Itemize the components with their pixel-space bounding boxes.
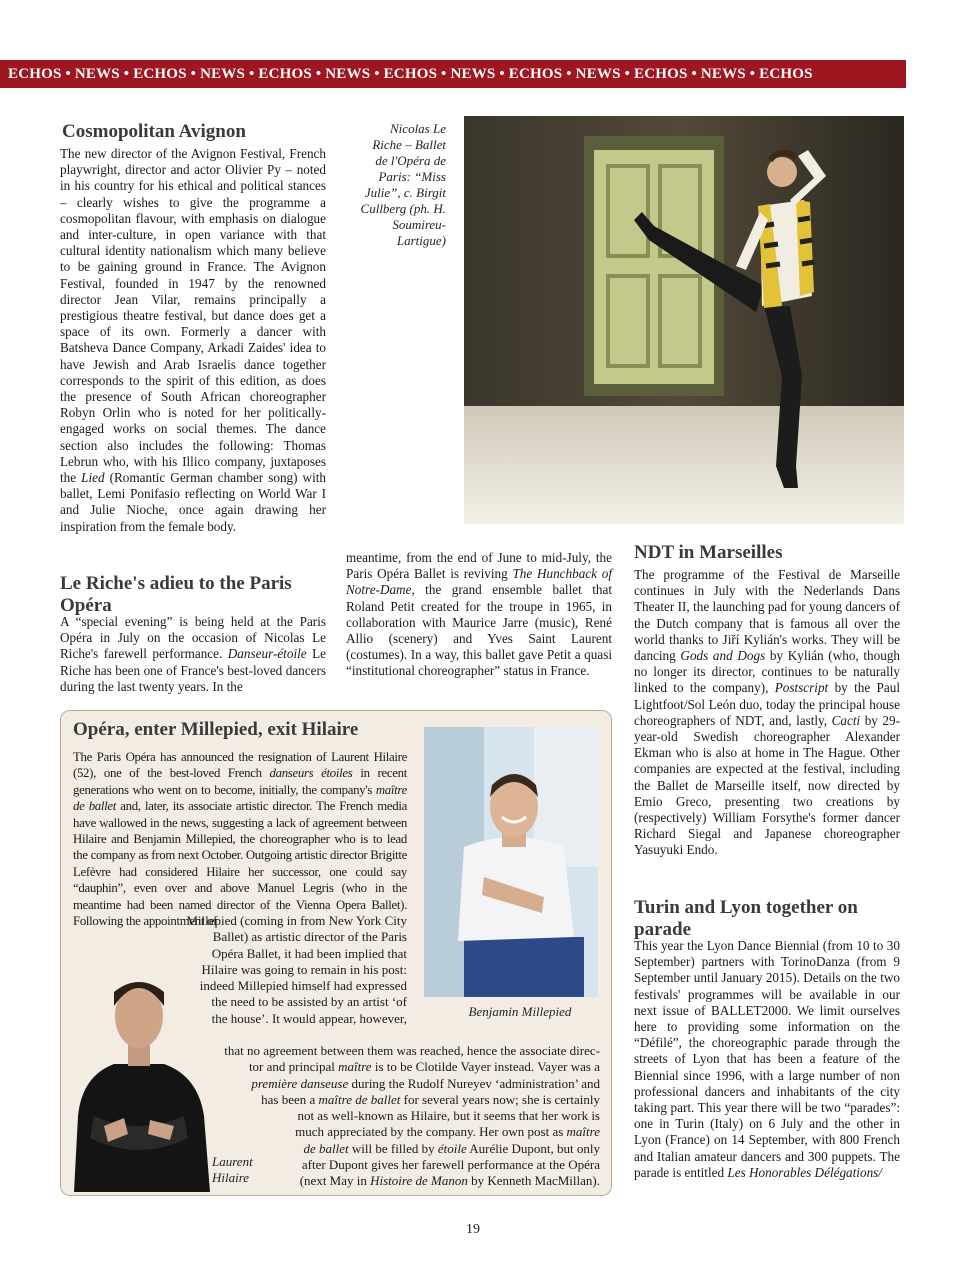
text-line: the house’. It would appear, however, xyxy=(211,1010,407,1026)
ndt-body: The programme of the Festival de Marseille continues in July with the Nederlands Dans Theater II, the launching pad for young dancers of the Dutch company that is famous all over the world thanks to Jiří Kylián's works. They will be dancing Gods and Dogs by Kylián (who, though no longer its director, continues to be naturally linked to the company), Postscript by the Paul Lightfoot/Sol León duo, today the principal house choreographers of NDT, and, lastly, Cacti by 29-year-old Swedish choreographer Alexander Ekman who is also at home in The Hague. Other companies are expected at the festival, including the Ballet de Marseille itself, now directed by Emio Greco, presenting two creations by (respectively) William Forsythe's former dancer Richard Siegal and Japanese choreographer Yasuyuki Endo. xyxy=(634,567,901,858)
text-line: de ballet will be filled by étoile Aurélie Dupont, but only xyxy=(303,1140,600,1156)
avignon-body: The new director of the Avignon Festival, French playwright, director and actor Olivier Py – noted in his country for his ethical and political stances – clearly wishes to give the programme a cosmopolitan flavour, with emphasis on dialogue and inter-culture, in open variance with that cultural identity nationalism which many believe to be gaining ground in France. The Avignon Festival, founded in 1947 by the renowned director Jean Vilar, remains principally a prestigious theatre festival, but dance does get a space of its own. Formerly a dancer with Batsheva Dance Company, Arkadi Zaides' idea to have Jewish and Arab Israelis dance together corresponds to the spirit of this edition, as does the presence of South African choreographer Robyn Orlin who is noted for her politically-engaged works on social themes. The dance section also includes the following: Thomas Lebrun who, with his Illico company, juxtaposes the Lied (Romantic German chamber song) with ballet, Lemi Ponifasio reflecting on World War I and Julie Nioche, once again drawing her inspiration from the female body. xyxy=(60,146,326,534)
turin-heading: Turin and Lyon together on parade xyxy=(634,897,858,940)
hunchback-body: meantime, from the end of June to mid-July, the Paris Opéra Ballet is reviving The Hunchback of Notre-Dame, the grand ensemble ballet that Roland Petit created for the troupe in 1965, in collaboration with Maurice Jarre (music), René Allio (scenery) and Yves Saint Laurent (costumes). In a way, this ballet gave Petit a quasi “institutional choreographer” status in France. xyxy=(346,550,613,679)
text-line: much appreciated by the company. Her own post as maître xyxy=(295,1124,600,1140)
page-number: 19 xyxy=(466,1222,480,1237)
photo-caption-millepied: Benjamin Millepied xyxy=(468,1004,572,1019)
text-line: Millepied (coming in from New York City xyxy=(186,913,407,928)
photo-caption-hilaire xyxy=(212,1154,262,1186)
text-line: the need to be assisted by an artist ‘of xyxy=(211,994,407,1010)
text-line: after Dupont gives her farewell performance at the Opéra xyxy=(301,1157,600,1173)
text-line: indeed Millepied himself had expressed xyxy=(199,978,407,994)
caption-line: Hilaire xyxy=(212,1170,250,1185)
text-line: première danseuse during the Rudolf Nureyev ‘administration’ and xyxy=(251,1075,600,1091)
leriche-heading: Le Riche's adieu to the Paris Opéra xyxy=(60,573,292,616)
photo-nicolas-le-riche xyxy=(464,116,904,524)
text-line: Hilaire was going to remain in his post: xyxy=(201,961,407,977)
ndt-heading: NDT in Marseilles xyxy=(634,542,783,563)
text-line: not as well-known as Hilaire, but it seems that her work is xyxy=(297,1108,600,1124)
photo-laurent-hilaire xyxy=(64,966,214,1192)
leriche-body: A “special evening” is being held at the Paris Opéra in July on the occasion of Nicolas Le Riche's farewell performance. Danseur-étoile Le Riche has been one of France's best-loved dancers during the last twenty years. In the xyxy=(60,614,326,694)
text-line: has been a maître de ballet for several years now; she is certainly xyxy=(261,1091,600,1107)
text-line: Opéra Ballet, it had been implied that xyxy=(211,945,407,961)
text-line: that no agreement between them was reached, hence the associate direc- xyxy=(224,1043,600,1058)
millepied-body-top: The Paris Opéra has announced the resignation of Laurent Hilaire (52), one of the best-loved French danseurs étoiles in recent generations who went on to become, initially, the company's maître de ballet and, later, its associate artistic director. The French media have wallowed in the news, suggesting a lack of agreement between Hilaire and Benjamin Millepied, the choreographer who is to lead the company as from next October. Outgoing artistic director Brigitte Lefèvre had considered Hilaire her successor, one could say “dauphin”, even over and above Manuel Legris (who in the meantime had been named director of the Vienna Opera Ballet). Following the appointment of xyxy=(73,750,407,929)
text-line: Ballet) as artistic director of the Paris xyxy=(212,929,407,945)
photo-benjamin-millepied xyxy=(424,727,598,997)
echos-news-banner: ECHOS • NEWS • ECHOS • NEWS • ECHOS • NEWS • ECHOS • NEWS • ECHOS • NEWS • ECHOS • NEWS • ECHOS xyxy=(0,60,906,88)
text-line: (next May in Histoire de Manon by Kenneth MacMillan). xyxy=(299,1173,600,1189)
caption-line: Laurent xyxy=(212,1154,253,1169)
avignon-heading: Cosmopolitan Avignon xyxy=(62,121,246,142)
photo-caption-le-riche: Nicolas Le Riche – Ballet de l'Opéra de Paris: “Miss Julie”, c. Birgit Cullberg (ph. H. Soumireu-Lartigue) xyxy=(360,121,446,248)
turin-body: This year the Lyon Dance Biennial (from 10 to 30 September) partners with TorinoDanza (from 9 September until January 2015). Details on the two festivals' programmes will be available in our next issue of BALLET2000. We limit ourselves here to providing some information on the “Défilé”, the choreographic parade through the streets of Lyon that has been a feature of the Biennial since 1996, with a large number of non professional dancers and inhabitants of the city taking part. This year there will be two “parades”: one in Turin (Italy) on 6 July and the other in Lyon (France) on 14 September, with 800 French and Italian amateur dancers and 300 puppets. The parade is entitled Les Honorables Délégations/ xyxy=(634,938,900,1180)
millepied-heading: Opéra, enter Millepied, exit Hilaire xyxy=(73,719,359,740)
text-line: tor and principal maître is to be Clotilde Vayer instead. Vayer was a xyxy=(248,1059,600,1075)
